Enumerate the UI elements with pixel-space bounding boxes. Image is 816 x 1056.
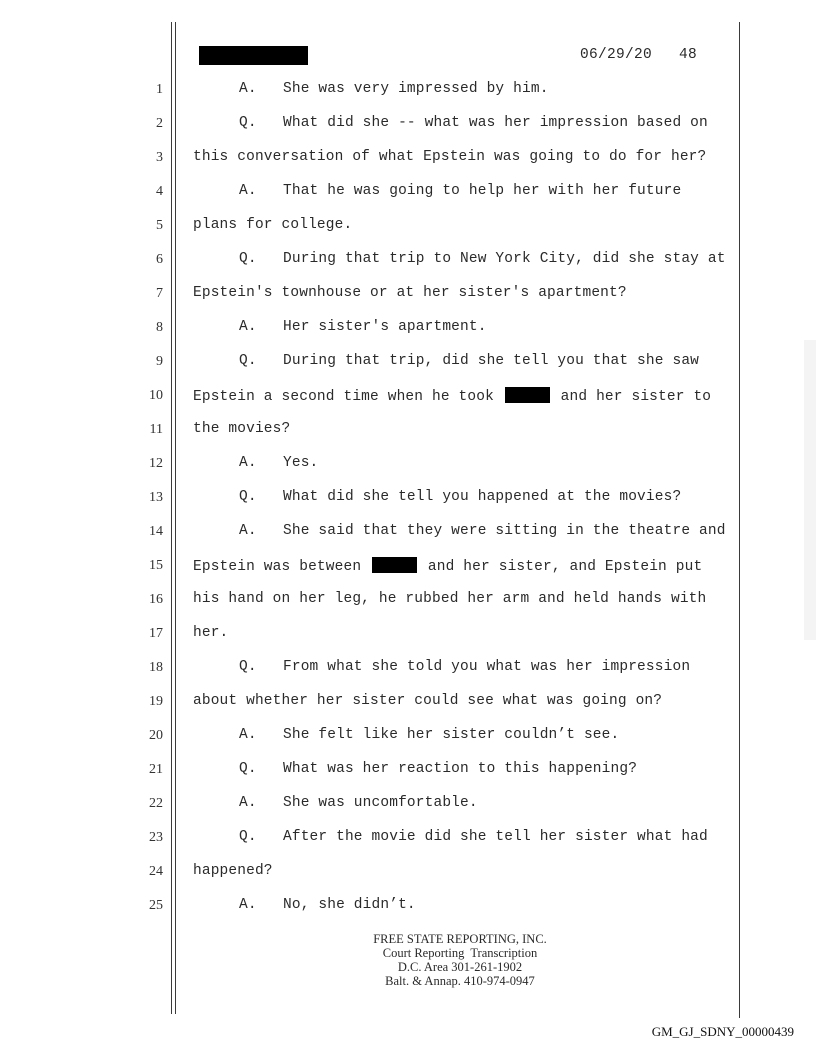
line-text: No, she didn’t. [283, 897, 416, 913]
line-text: plans for college. [193, 217, 353, 233]
line-number: 15 [149, 558, 163, 573]
line-text-after-redaction: and her sister, and Epstein put [427, 559, 703, 575]
line-number: 13 [149, 490, 163, 505]
line-number: 18 [149, 660, 163, 675]
footer-services: Court Reporting Transcription [382, 946, 538, 960]
line-number: 11 [149, 422, 163, 437]
line-text: Yes. [283, 455, 319, 471]
line-text: What did she tell you happened at the movies? [283, 489, 682, 505]
footer-balt-phone: Balt. & Annap. 410-974-0947 [385, 974, 535, 988]
transcript-line [193, 693, 662, 709]
transcript-line [239, 523, 726, 539]
line-text: From what she told you what was her impression [283, 659, 691, 675]
transcript-line [193, 285, 627, 301]
footer-company: FREE STATE REPORTING, INC. [373, 932, 547, 946]
line-text: his hand on her leg, he rubbed her arm and held hands with [193, 591, 707, 607]
line-text: What was her reaction to this happening? [283, 761, 638, 777]
line-number: 12 [149, 456, 163, 471]
line-number: 20 [149, 728, 163, 743]
line-text: her. [193, 625, 229, 641]
speaker-label: A. [239, 795, 257, 811]
line-number: 3 [156, 150, 163, 165]
name-redaction-box [505, 387, 550, 403]
line-number: 9 [156, 354, 163, 369]
line-number: 24 [149, 864, 163, 879]
speaker-label: Q. [239, 251, 257, 267]
line-text: Epstein's townhouse or at her sister's apartment? [193, 285, 627, 301]
speaker-label: A. [239, 897, 257, 913]
line-text: That he was going to help her with her future [283, 183, 682, 199]
transcript-line [239, 353, 699, 369]
transcript-line [239, 319, 487, 335]
line-number: 25 [149, 898, 163, 913]
transcript-line [239, 659, 690, 675]
transcript-line [239, 115, 708, 131]
line-number: 5 [156, 218, 163, 233]
line-number: 14 [149, 524, 163, 539]
line-number: 23 [149, 830, 163, 845]
transcript-line [239, 183, 681, 199]
line-text: During that trip to New York City, did she stay at [283, 251, 726, 267]
line-text: the movies? [193, 421, 291, 437]
transcript-line [193, 557, 702, 575]
transcript-line [193, 387, 711, 405]
transcript-line [239, 489, 681, 505]
line-number: 21 [149, 762, 163, 777]
speaker-label: Q. [239, 489, 257, 505]
line-text: What did she -- what was her impression based on [283, 115, 708, 131]
reporter-footer [300, 932, 620, 988]
page-header [580, 47, 697, 63]
line-text-before-redaction: Epstein was between [193, 559, 362, 575]
transcript-line [193, 149, 706, 165]
line-text: Her sister's apartment. [283, 319, 487, 335]
speaker-label: A. [239, 523, 257, 539]
line-text: She was very impressed by him. [283, 81, 549, 97]
line-number: 2 [156, 116, 163, 131]
speaker-label: Q. [239, 115, 257, 131]
transcript-line [239, 455, 318, 471]
transcript-line [193, 625, 228, 641]
speaker-label: A. [239, 81, 257, 97]
transcript-line [193, 217, 352, 233]
transcript-line [239, 81, 549, 97]
transcript-line [193, 421, 290, 437]
line-text-before-redaction: Epstein a second time when he took [193, 389, 494, 405]
right-margin-rule [739, 22, 740, 1018]
line-number: 17 [149, 626, 163, 641]
name-redaction-box [372, 557, 417, 573]
transcript-line [239, 795, 478, 811]
speaker-label: A. [239, 183, 257, 199]
footer-dc-phone: D.C. Area 301-261-1902 [397, 960, 523, 974]
transcript-line [193, 591, 706, 607]
header-redaction-box [199, 46, 308, 65]
transcript-line [239, 251, 726, 267]
transcript-line [193, 863, 273, 879]
line-number: 6 [156, 252, 163, 267]
line-text: She said that they were sitting in the theatre and [283, 523, 726, 539]
line-text-after-redaction: and her sister to [560, 389, 712, 405]
transcript-line [239, 897, 416, 913]
line-number: 8 [156, 320, 163, 335]
line-text: happened? [193, 863, 273, 879]
line-number: 7 [156, 286, 163, 301]
line-number: 4 [156, 184, 163, 199]
line-text: this conversation of what Epstein was going to do for her? [193, 149, 707, 165]
line-number: 16 [149, 592, 163, 607]
speaker-label: Q. [239, 761, 257, 777]
header-page-number: 48 [679, 47, 698, 63]
left-margin-rule [171, 22, 172, 1014]
transcript-line [239, 829, 708, 845]
bates-number: GM_GJ_SDNY_00000439 [651, 1024, 794, 1039]
speaker-label: A. [239, 455, 257, 471]
line-text: After the movie did she tell her sister what had [283, 829, 708, 845]
speaker-label: Q. [239, 659, 257, 675]
transcript-line [239, 761, 637, 777]
line-number: 10 [149, 388, 163, 403]
speaker-label: Q. [239, 829, 257, 845]
line-text: She felt like her sister couldn’t see. [283, 727, 620, 743]
line-number: 22 [149, 796, 163, 811]
line-text: about whether her sister could see what was going on? [193, 693, 663, 709]
speaker-label: Q. [239, 353, 257, 369]
line-number: 19 [149, 694, 163, 709]
line-text: She was uncomfortable. [283, 795, 478, 811]
left-margin-rule-inner [175, 22, 176, 1014]
scan-edge-shadow [804, 340, 816, 640]
header-date: 06/29/20 [580, 47, 653, 63]
transcript-line [239, 727, 619, 743]
line-text: During that trip, did she tell you that she saw [283, 353, 700, 369]
speaker-label: A. [239, 727, 257, 743]
line-number: 1 [156, 82, 163, 97]
speaker-label: A. [239, 319, 257, 335]
